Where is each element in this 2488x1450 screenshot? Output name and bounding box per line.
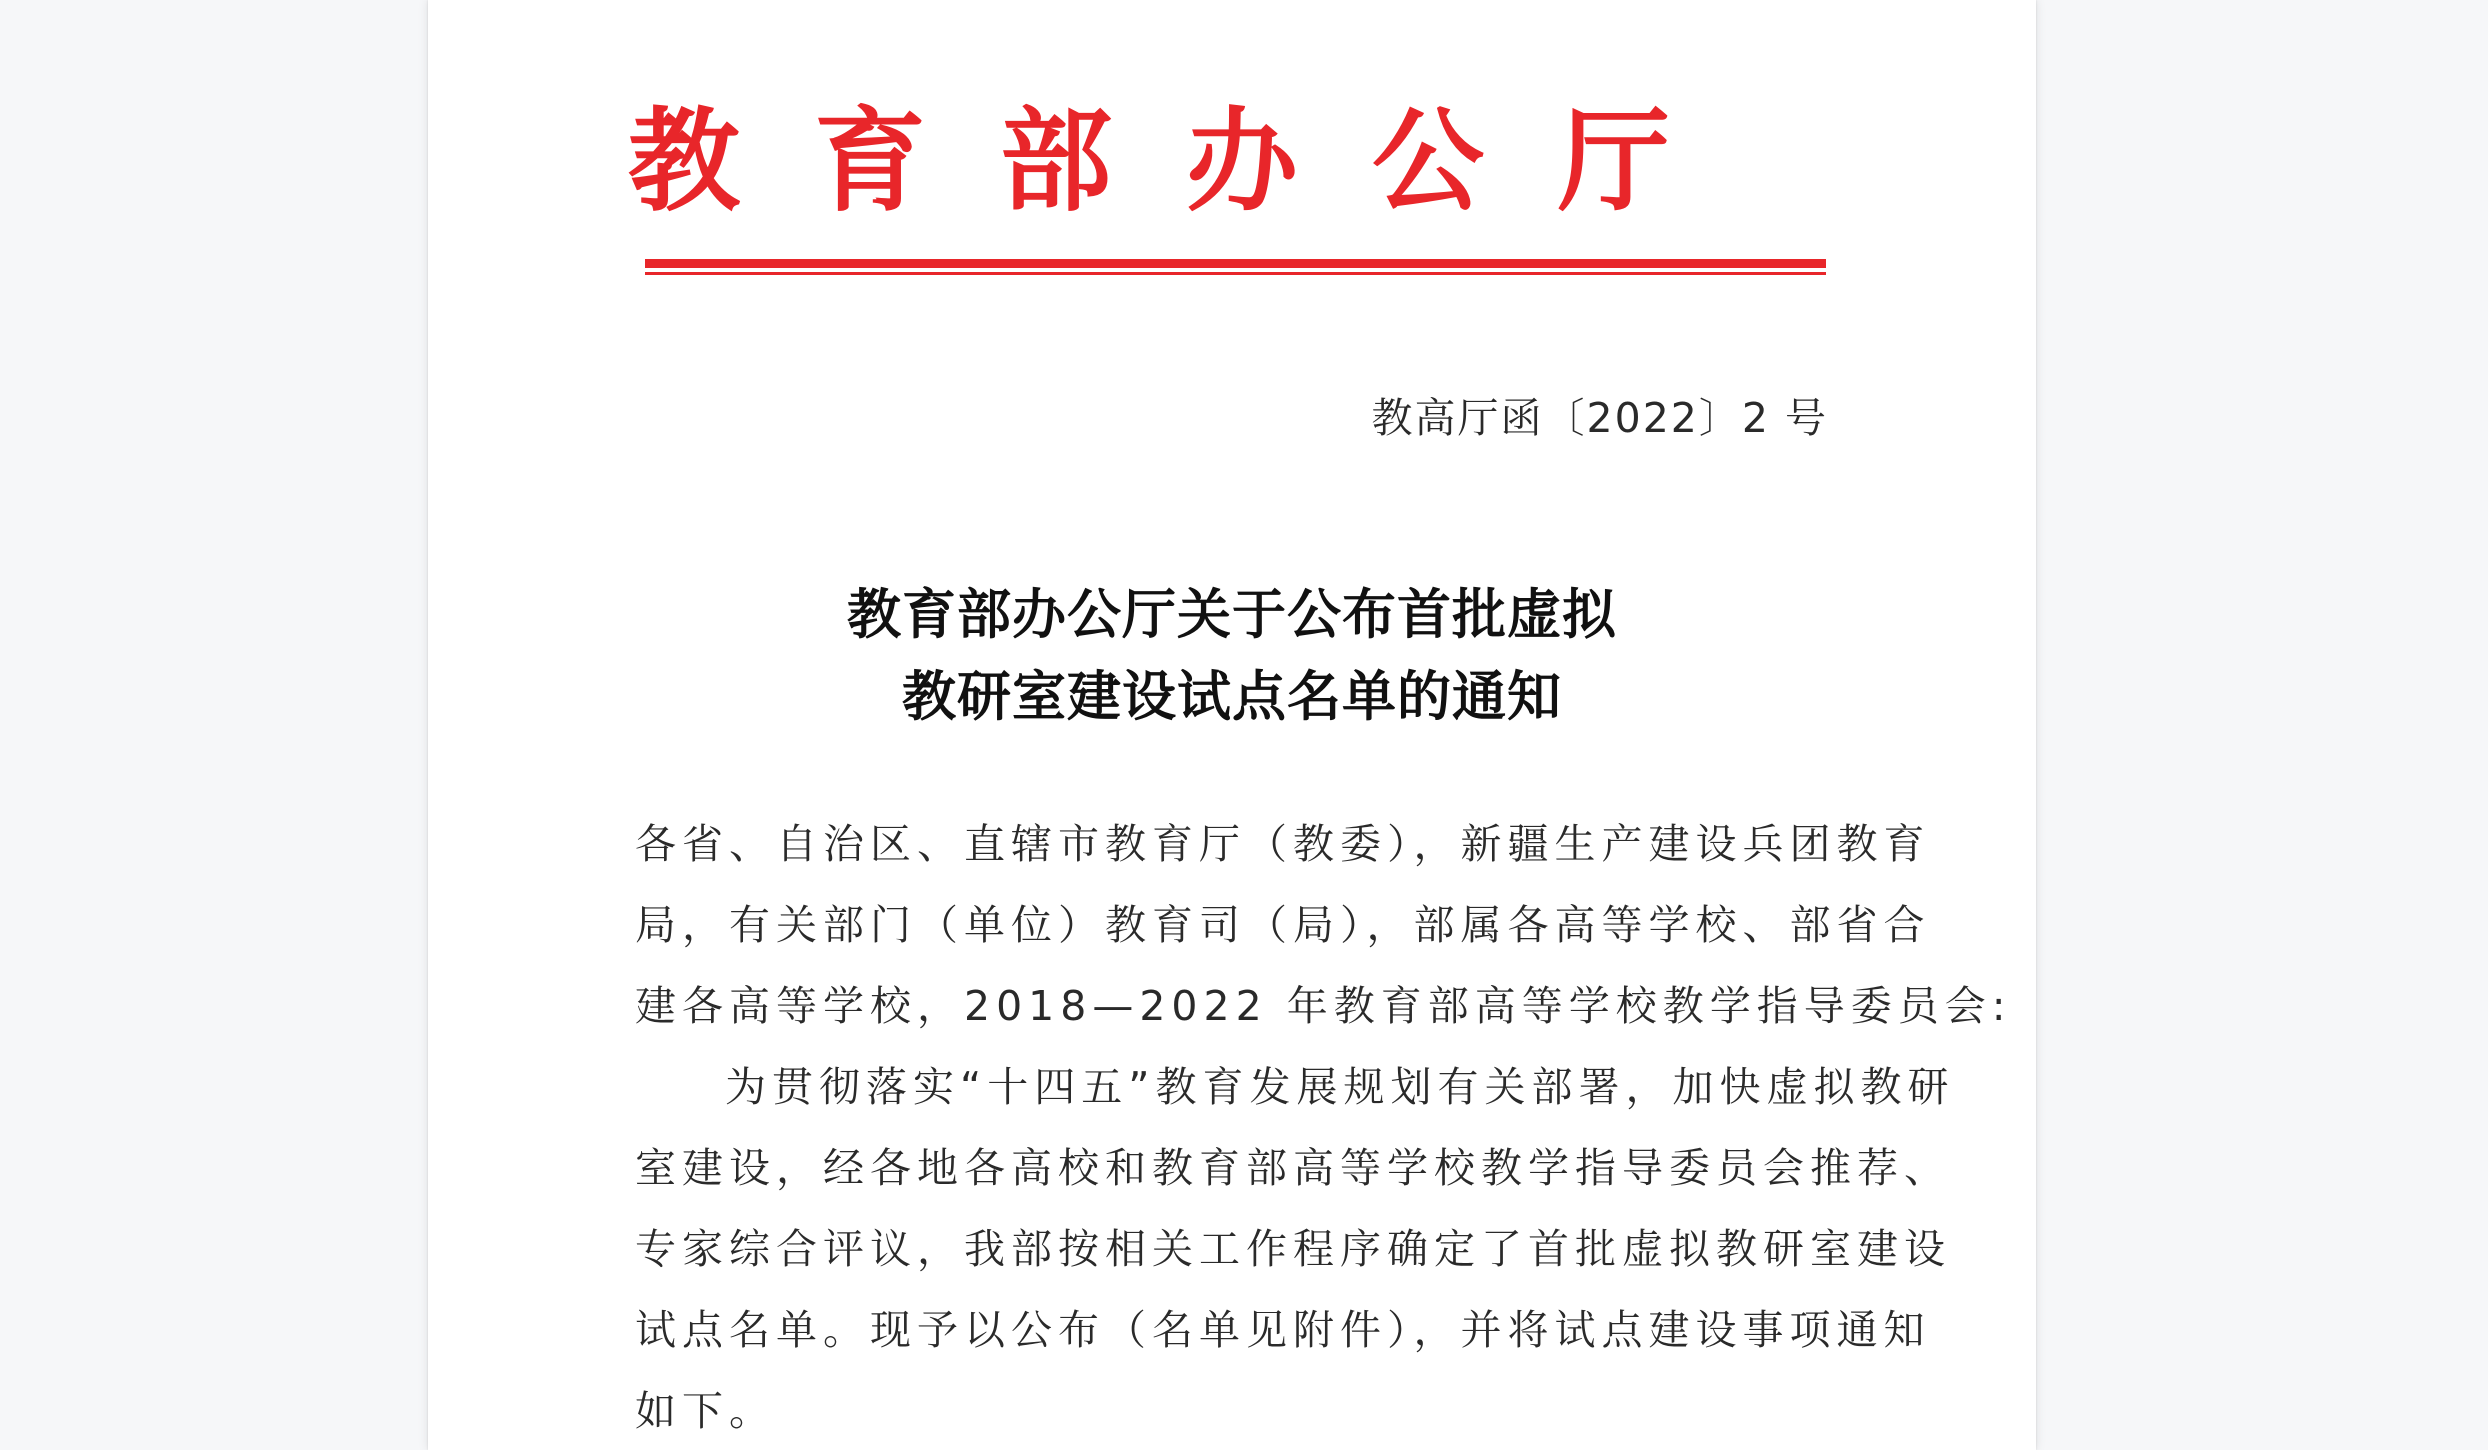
letterhead-char: 办 — [1186, 96, 1298, 227]
body-text-line: 各省、自治区、直辖市教育厅（教委），新疆生产建设兵团教育 — [635, 820, 1931, 868]
body-text-line: 建各高等学校，2018—2022 年教育部高等学校教学指导委员会: — [635, 982, 2012, 1030]
letterhead-rule-thick — [645, 259, 1826, 268]
body-text-line: 专家综合评议，我部按相关工作程序确定了首批虚拟教研室建设 — [635, 1225, 1951, 1273]
letterhead-char: 公 — [1372, 96, 1484, 227]
document-title-line: 教育部办公厅关于公布首批虚拟 — [847, 582, 1617, 646]
letterhead-title — [628, 92, 1988, 232]
letterhead-char: 教 — [628, 96, 740, 227]
body-text-line: 试点名单。现予以公布（名单见附件），并将试点建设事项通知 — [635, 1306, 1931, 1354]
letterhead-char: 育 — [814, 96, 926, 227]
document-number: 教高厅函〔2022〕2 号 — [1371, 394, 1828, 442]
letterhead-char: 厅 — [1558, 96, 1670, 227]
body-text-line: 局，有关部门（单位）教育司（局），部属各高等学校、部省合 — [635, 901, 1931, 949]
letterhead-char: 部 — [1000, 96, 1112, 227]
document-page — [428, 0, 2036, 1450]
body-text-line: 为贯彻落实“十四五”教育发展规划有关部署，加快虚拟教研 — [725, 1063, 1955, 1111]
body-text-line: 室建设，经各地各高校和教育部高等学校教学指导委员会推荐、 — [635, 1144, 1951, 1192]
letterhead-rule-thin — [645, 272, 1826, 275]
document-title-line: 教研室建设试点名单的通知 — [902, 664, 1562, 728]
body-text-line: 如下。 — [635, 1387, 776, 1435]
